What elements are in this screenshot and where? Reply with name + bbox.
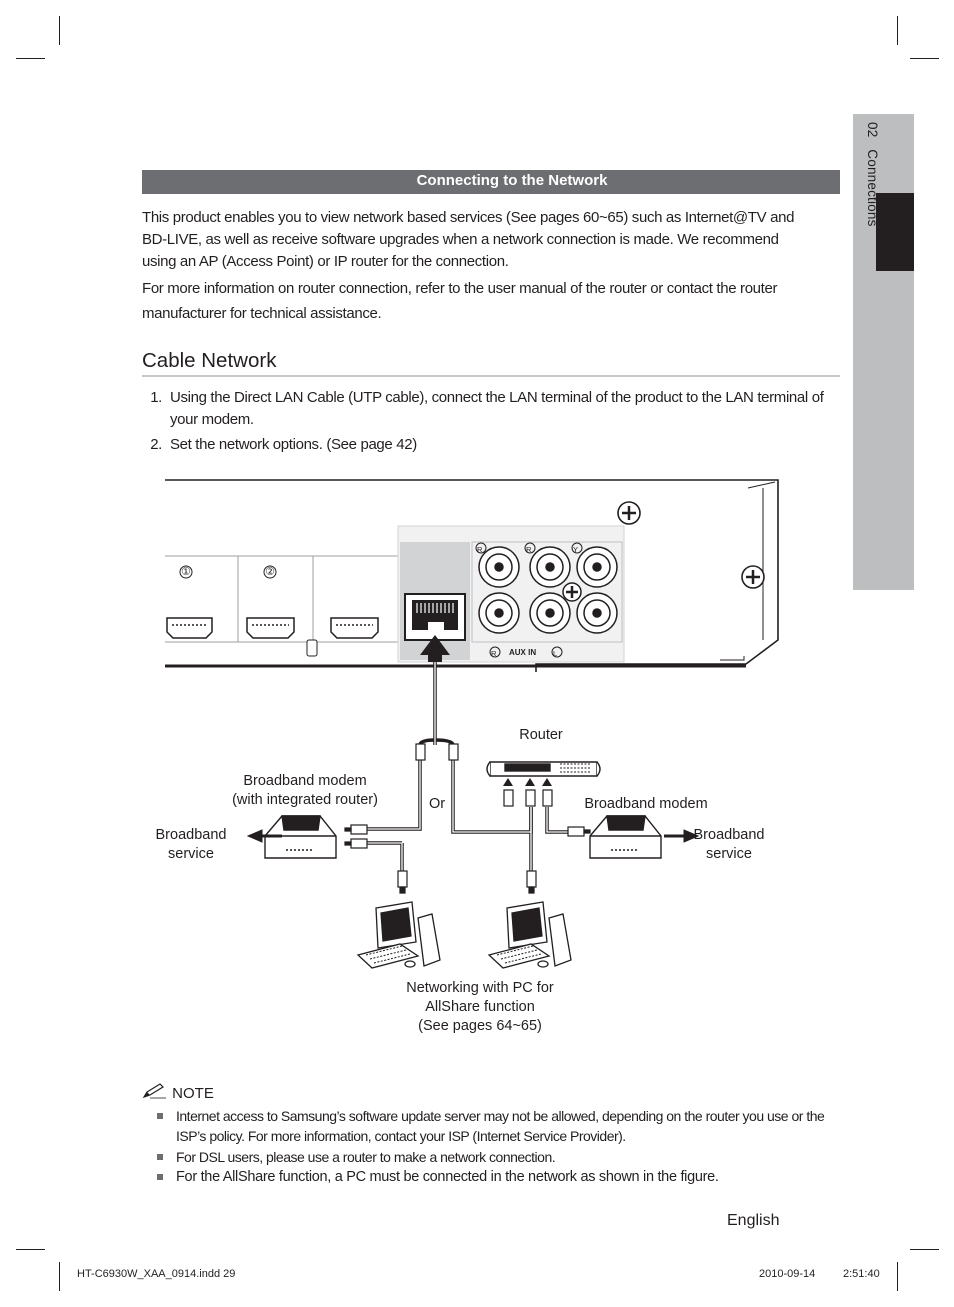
jack-label-r: R [477, 545, 483, 554]
chapter-number: 02 [865, 122, 880, 138]
panel-screw [618, 502, 764, 588]
broadband-service-left-2: service [168, 846, 214, 862]
bullet-square [157, 1113, 163, 1119]
up-arrow [503, 778, 552, 786]
note-text: Internet access to Samsung’s software update server may not be allowed, depending on the router you use or the ISP’s policy. For more information, contact your ISP (Internet Service Provider). [176, 1108, 825, 1144]
router-label: Router [519, 727, 563, 743]
footer-date: 2010-09-14 [759, 1268, 816, 1280]
step-number: 2. [150, 436, 162, 453]
pc-caption-3: (See pages 64~65) [418, 1018, 542, 1034]
hdmi-in-1-label: ① [181, 566, 191, 578]
subheading: Cable Network [142, 349, 277, 372]
jack-label-r: R [526, 545, 532, 554]
aux-l-label: L [553, 649, 558, 658]
footer-file: HT-C6930W_XAA_0914.indd 29 [77, 1268, 236, 1280]
note-text: For the AllShare function, a PC must be connected in the network as shown in the figure. [176, 1169, 719, 1185]
bullet-square [157, 1154, 163, 1160]
section-title: Connecting to the Network [416, 172, 608, 189]
pc-computer [358, 902, 440, 968]
pencil-icon [142, 1082, 168, 1100]
intro-line: This product enables you to view network based services (See pages 60~65) such as Internet@TV and [142, 209, 795, 226]
bullet-square [157, 1174, 163, 1180]
intro-line: BD-LIVE, as well as receive software upgrades when a network connection is made. We recommend [142, 231, 779, 248]
pc-caption-1: Networking with PC for [406, 980, 554, 996]
broadband-service-left-1: Broadband [155, 827, 227, 843]
panel-screw [563, 583, 581, 601]
usb-port [307, 640, 317, 656]
broadband-modem-label: Broadband modem [584, 796, 708, 812]
intro-line: using an AP (Access Point) or IP router for the connection. [142, 253, 509, 270]
jack-label-y: Y [573, 545, 579, 554]
aux-r-label: R [491, 649, 497, 658]
pc-computer [489, 902, 571, 968]
note-header [142, 1080, 214, 1102]
intro-line: For more information on router connection, refer to the user manual of the router or contact the router [142, 280, 778, 297]
modem-integrated-label-2: (with integrated router) [232, 792, 378, 808]
note-label: NOTE [172, 1085, 214, 1102]
aux-in-label: AUX IN [509, 648, 537, 657]
pc-caption-2: AllShare function [425, 999, 535, 1015]
broadband-modem [590, 816, 661, 858]
hdmi-in-2-label: ② [265, 566, 275, 578]
note-text: For DSL users, please use a router to make a network connection. [176, 1149, 556, 1165]
broadband-service-right-1: Broadband [693, 827, 765, 843]
step-text: Set the network options. (See page 42) [170, 436, 417, 453]
footer-time: 2:51:40 [843, 1268, 880, 1280]
or-label: Or [428, 796, 446, 812]
router-device [487, 762, 600, 776]
broadband-service-right-2: service [706, 846, 752, 862]
step-number: 1. [150, 389, 162, 406]
page-language: English [727, 1212, 780, 1229]
step-text: Using the Direct LAN Cable (UTP cable), connect the LAN terminal of the product to the LAN terminal of your modem. [170, 389, 824, 428]
modem-integrated-label-1: Broadband modem [243, 773, 367, 789]
chapter-title: Connections [865, 149, 880, 227]
intro-line: manufacturer for technical assistance. [142, 305, 382, 322]
hdmi-port [167, 618, 378, 638]
